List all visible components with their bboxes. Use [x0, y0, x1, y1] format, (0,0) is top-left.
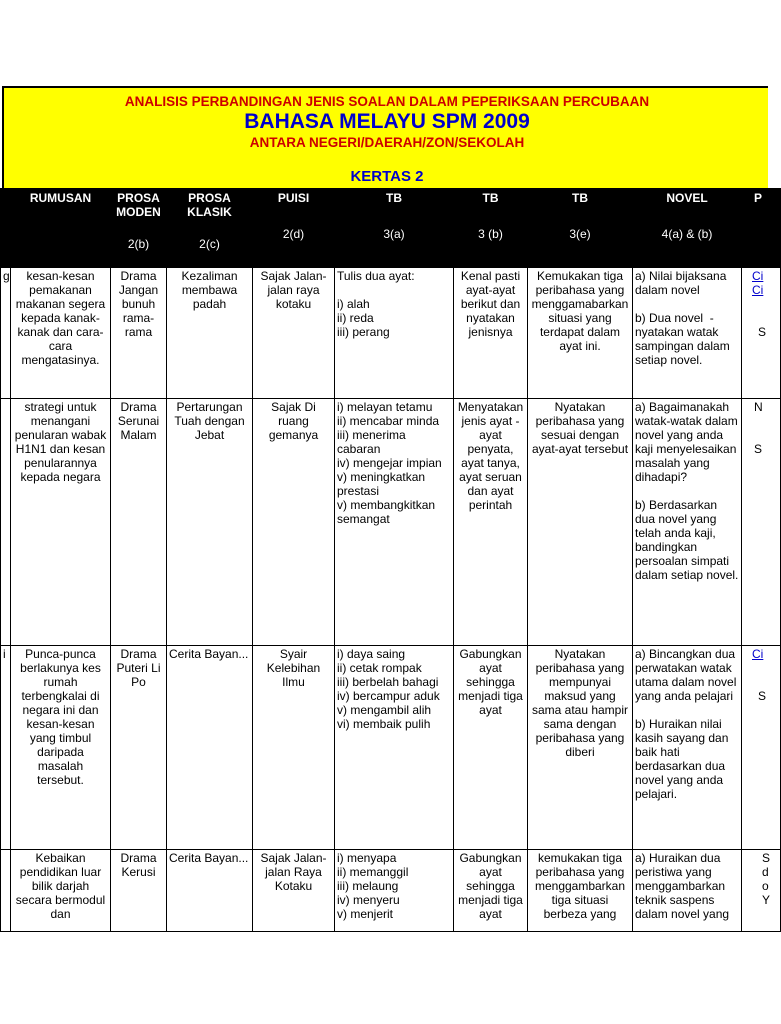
rumusan-cell: Punca-punca berlakunya kes rumah terbengkalai di negara ini dan kesan-kesan yang timbul daripada masalah tersebut. [11, 646, 111, 850]
tb-3b-cell: Gabungkan ayat sehingga menjadi tiga ayat [454, 850, 528, 932]
tb-3a-cell: i) melayan tetamu ii) mencabar minda iii) menerima cabaran iv) mengejar impian v) meningkatkan prestasi v) membangkitkan semangat [335, 399, 454, 646]
cell-line: iii) perang [337, 325, 390, 339]
cut-off-cell: Ci Ci S [742, 268, 781, 399]
cell-line: Tulis dua ayat: [337, 269, 415, 283]
tb-3e-cell: Nyatakan peribahasa yang mempunyai maksud yang sama atau hampir sama dengan peribahasa yang diberi [528, 646, 633, 850]
prosa-klasik-cell: Cerita Bayan... [167, 646, 253, 850]
prosa-klasik-cell: Kezaliman membawa padah [167, 268, 253, 399]
cut-off-cell: N S [742, 399, 781, 646]
header-tb-3a: TB 3(a) [335, 189, 454, 268]
tb-3e-cell: Nyatakan peribahasa yang sesuai dengan ayat-ayat tersebut [528, 399, 633, 646]
link-text[interactable]: Ci [752, 269, 764, 283]
prosa-klasik-cell: Cerita Bayan... [167, 850, 253, 932]
tb-3b-cell: Gabungkan ayat sehingga menjadi tiga ayat [454, 646, 528, 850]
prosa-klasik-cell: Pertarungan Tuah dengan Jebat [167, 399, 253, 646]
puisi-cell: Sajak Jalan-jalan raya kotaku [253, 268, 335, 399]
header-rumusan: RUMUSAN [11, 189, 111, 268]
cell-line: ii) reda [337, 311, 374, 325]
rumusan-cell: strategi untuk menangani penularan wabak H1N1 dan kesan penularannya kepada negara [11, 399, 111, 646]
novel-cell: a) Bincangkan dua perwatakan watak utama dalam novel yang anda pelajari b) Huraikan nilai kasih sayang dan baik hati berdasarkan dua novel yang anda pelajari. [633, 646, 742, 850]
header-tb-3e: TB 3(e) [528, 189, 633, 268]
row-edge-cell [1, 850, 11, 932]
tb-3a-cell [335, 268, 454, 399]
tb-3e-cell: kemukakan tiga peribahasa yang menggambarkan tiga situasi berbeza yang [528, 850, 633, 932]
tb-3b-cell: Menyatakan jenis ayat - ayat penyata, ayat tanya, ayat seruan dan ayat perintah [454, 399, 528, 646]
rumusan-cell: kesan-kesan pemakanan makanan segera kepada kanak-kanak dan cara-cara mengatasinya. [11, 268, 111, 399]
analysis-table [0, 188, 781, 932]
subject-title: BAHASA MELAYU SPM 2009 [244, 110, 530, 133]
prosa-moden-cell: Drama Puteri Li Po [111, 646, 167, 850]
cell-line: i) alah [337, 297, 370, 311]
header-cell [1, 189, 11, 268]
novel-cell: a) Huraikan dua peristiwa yang menggambarkan teknik saspens dalam novel yang [633, 850, 742, 932]
report-title: ANALISIS PERBANDINGAN JENIS SOALAN DALAM PEPERIKSAAN PERCUBAAN [124, 94, 650, 109]
header-prosa-klasik: PROSA KLASIK 2(c) [167, 189, 253, 268]
header-novel: NOVEL 4(a) & (b) [633, 189, 742, 268]
row-edge-cell [1, 399, 11, 646]
tb-3b-cell: Kenal pasti ayat-ayat berikut dan nyatakan jenisnya [454, 268, 528, 399]
rumusan-cell: Kebaikan pendidikan luar bilik darjah secara bermodul dan [11, 850, 111, 932]
table-row [1, 646, 781, 850]
novel-cell: a) Bagaimanakah watak-watak dalam novel yang anda kaji menyelesaikan masalah yang dihadapi? b) Berdasarkan dua novel yang telah anda kaji, bandingkan persoalan simpati dalam setiap novel. [633, 399, 742, 646]
header-tb-3b: TB 3 (b) [454, 189, 528, 268]
table-row [1, 850, 781, 932]
cut-off-cell: Ci S [742, 646, 781, 850]
tb-3a-cell: i) daya saing ii) cetak rompak iii) berbelah bahagi iv) bercampur aduk v) mengambil alih vi) membaik pulih [335, 646, 454, 850]
title-banner [2, 86, 768, 188]
scope-title: ANTARA NEGERI/DAERAH/ZON/SEKOLAH [249, 135, 525, 150]
link-text[interactable]: Ci [752, 283, 764, 297]
cut-off-cell: S d o Y [742, 850, 781, 932]
header-puisi: PUISI 2(d) [253, 189, 335, 268]
puisi-cell: Sajak Jalan-jalan Raya Kotaku [253, 850, 335, 932]
tb-3a-cell: i) menyapa ii) memanggil iii) melaung iv) menyeru v) menjerit [335, 850, 454, 932]
table-row [1, 268, 781, 399]
row-edge-cell: g [1, 268, 11, 399]
header-cut-off: P [742, 189, 781, 268]
paper-title: KERTAS 2 [350, 168, 424, 185]
puisi-cell: Syair Kelebihan Ilmu [253, 646, 335, 850]
table-row [1, 399, 781, 646]
novel-cell: a) Nilai bijaksana dalam novel b) Dua novel - nyatakan watak sampingan dalam setiap novel. [633, 268, 742, 399]
spreadsheet [0, 86, 771, 938]
link-text[interactable]: Ci [752, 647, 764, 661]
header-row [1, 189, 781, 268]
puisi-cell: Sajak Di ruang gemanya [253, 399, 335, 646]
tb-3e-cell: Kemukakan tiga peribahasa yang menggamabarkan situasi yang terdapat dalam ayat ini. [528, 268, 633, 399]
header-prosa-moden: PROSA MODEN 2(b) [111, 189, 167, 268]
row-edge-cell: i [1, 646, 11, 850]
prosa-moden-cell: Drama Jangan bunuh rama-rama [111, 268, 167, 399]
prosa-moden-cell: Drama Kerusi [111, 850, 167, 932]
prosa-moden-cell: Drama Serunai Malam [111, 399, 167, 646]
